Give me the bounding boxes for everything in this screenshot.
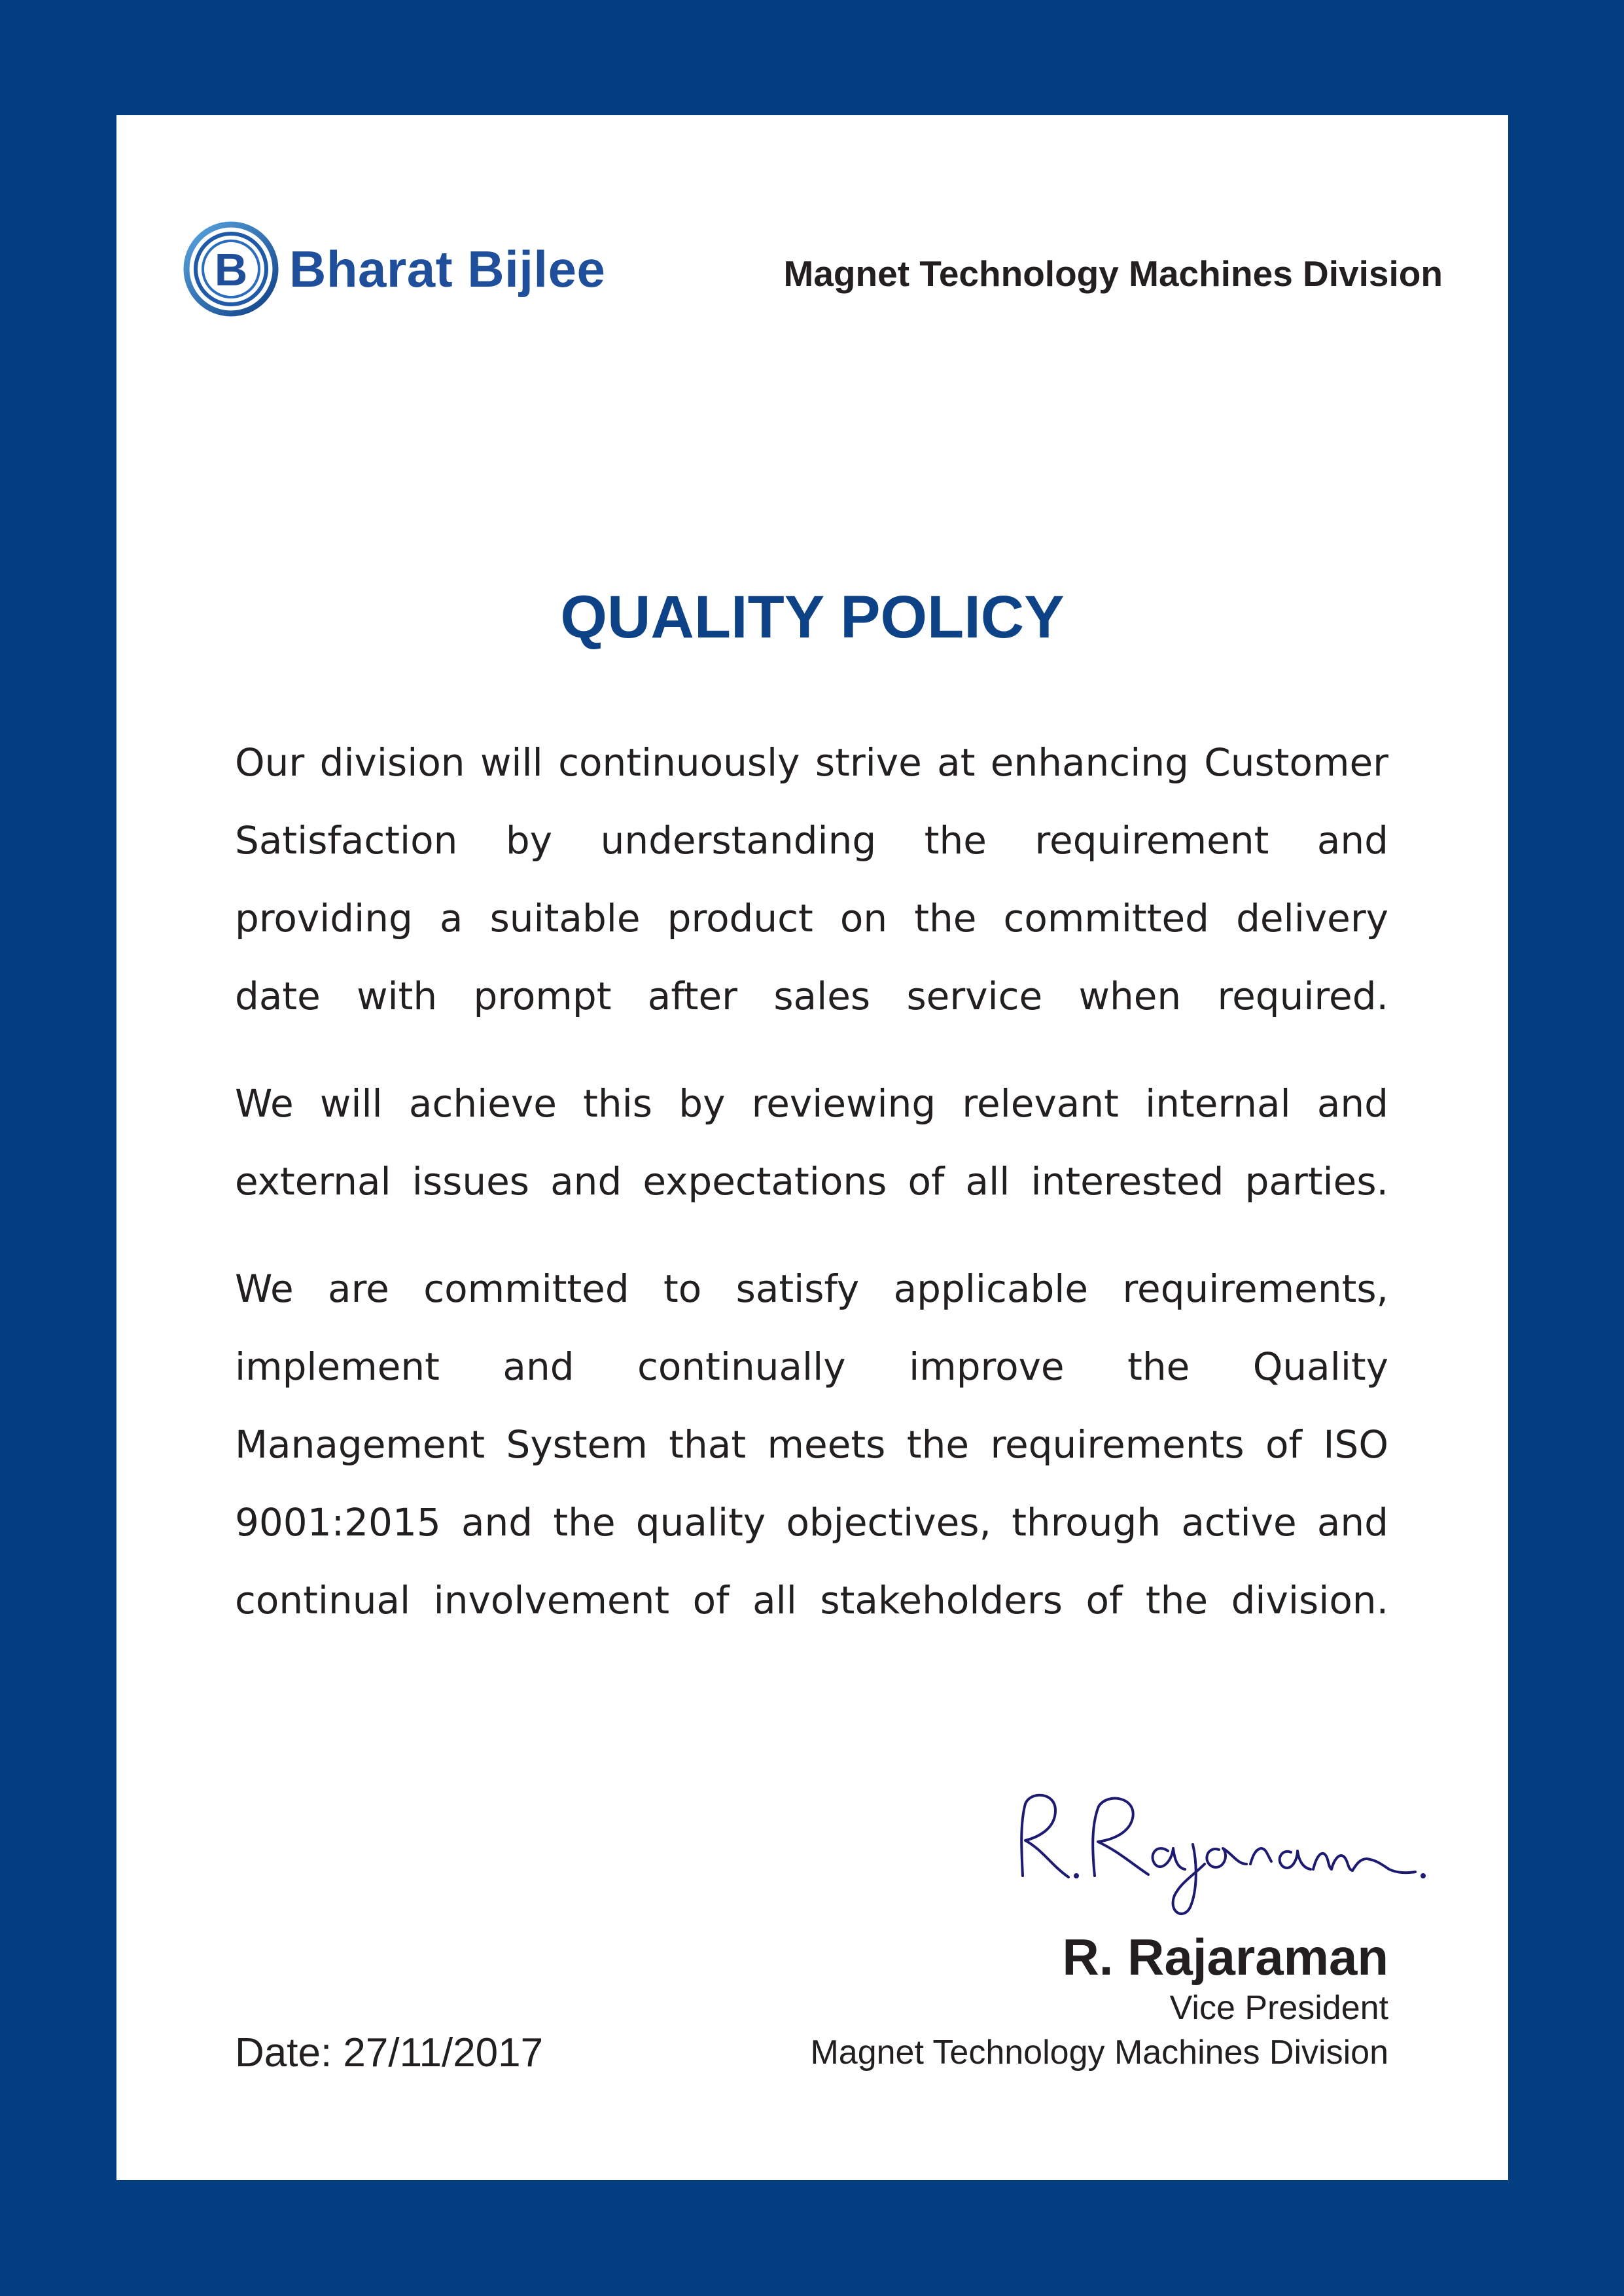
policy-line: date with prompt after sales service when required.: [235, 974, 1388, 1018]
page-title: QUALITY POLICY: [560, 584, 1065, 651]
svg-text:B: B: [214, 244, 248, 295]
policy-line: We are committed to satisfy applicable requirements,: [235, 1266, 1388, 1311]
policy-line: providing a suitable product on the committed delivery: [235, 896, 1388, 941]
policy-line: We will achieve this by reviewing relevant internal and: [235, 1081, 1388, 1126]
policy-line: external issues and expectations of all interested parties.: [235, 1159, 1388, 1204]
signatory-block: [810, 1928, 1388, 2075]
signatory-division: Magnet Technology Machines Division: [810, 2034, 1388, 2072]
document-date: Date: 27/11/2017: [235, 2030, 544, 2075]
division-header: Magnet Technology Machines Division: [783, 253, 1443, 294]
bharat-bijlee-b-logo-icon: [182, 220, 280, 318]
policy-text: [235, 724, 1388, 1669]
company-logo: [182, 220, 605, 318]
policy-line: implement and continually improve the Quality: [235, 1344, 1388, 1389]
policy-line: Our division will continuously strive at enhancing Customer: [235, 740, 1388, 785]
policy-paragraph: [235, 724, 1388, 1035]
policy-line: Management System that meets the requirements of ISO: [235, 1422, 1388, 1467]
company-name: Bharat Bijlee: [289, 240, 606, 298]
signatory-name: R. Rajaraman: [1062, 1928, 1388, 1986]
policy-line: Satisfaction by understanding the requirement and: [235, 818, 1388, 863]
signatory-title: Vice President: [1169, 1989, 1388, 2027]
policy-line: continual involvement of all stakeholders of the division.: [235, 1578, 1388, 1623]
policy-paragraph: [235, 1250, 1388, 1640]
handwritten-signature: [997, 1778, 1428, 1928]
policy-document: [116, 115, 1508, 2180]
policy-line: 9001:2015 and the quality objectives, through active and: [235, 1500, 1388, 1545]
policy-paragraph: [235, 1065, 1388, 1221]
